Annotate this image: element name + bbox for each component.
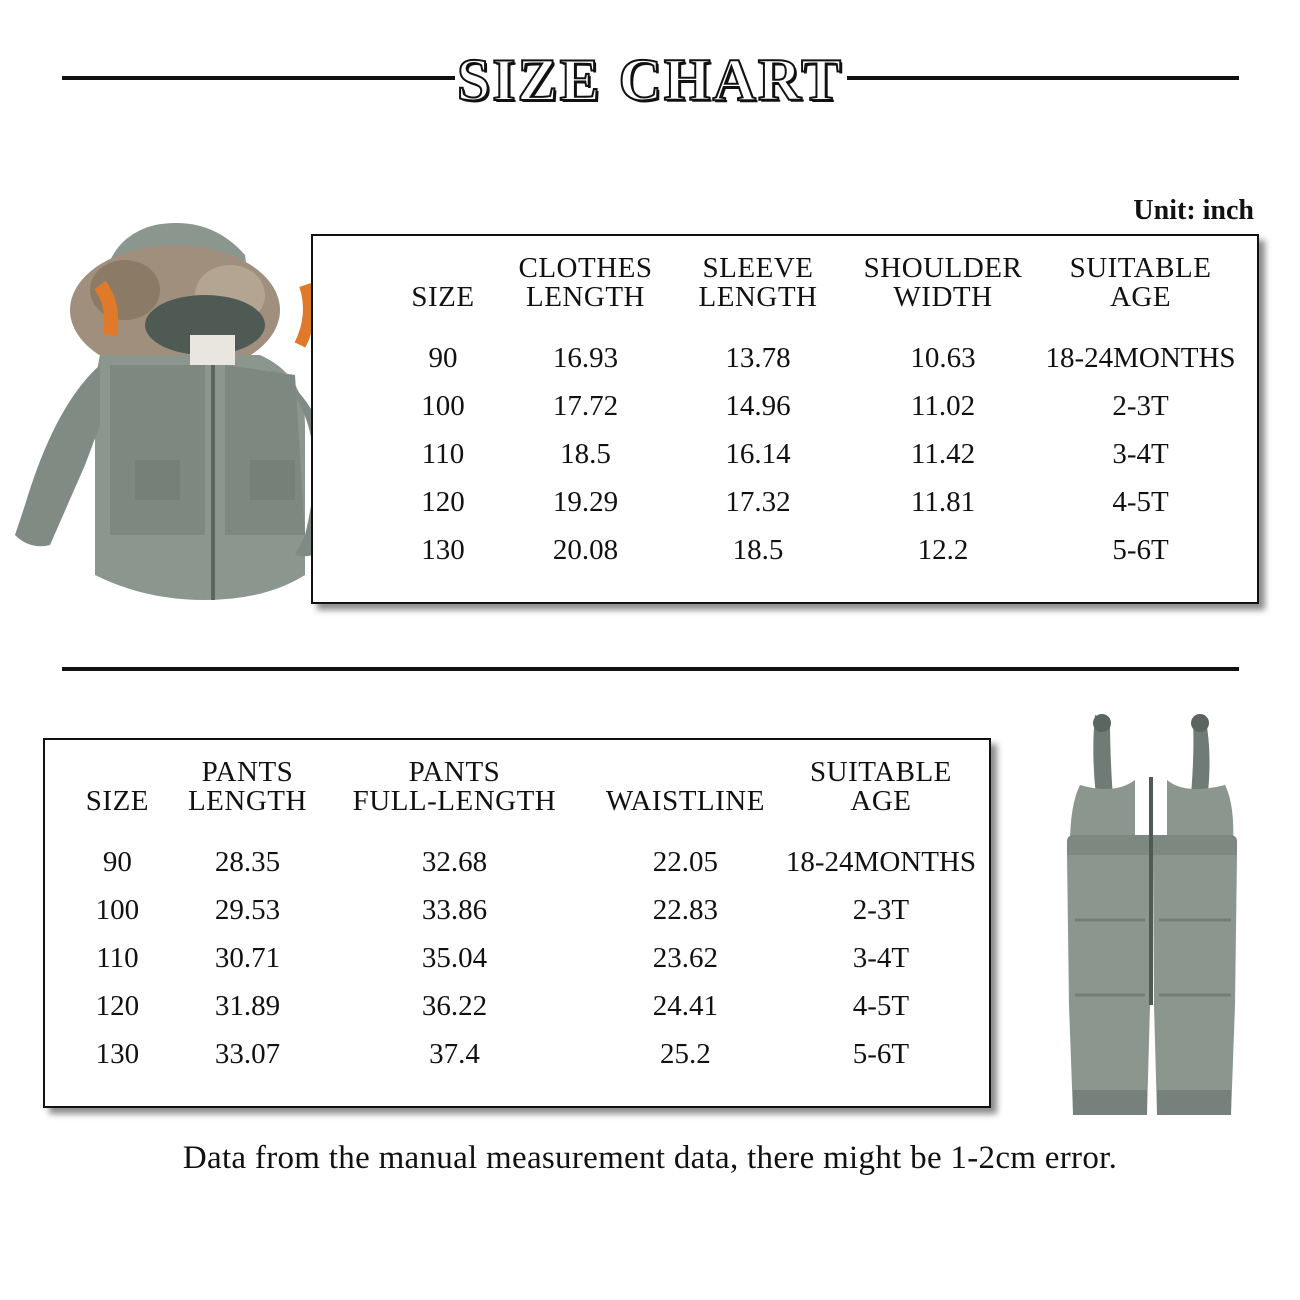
cell-shoulder-width: 11.42: [910, 438, 976, 470]
cell-clothes-length: 18.5: [560, 438, 611, 470]
cell-suitable-age: 3-4T: [1112, 438, 1169, 470]
cell-suitable-age: 4-5T: [1112, 486, 1169, 518]
cell-pants-full-length: 37.4: [429, 1038, 480, 1070]
cell-waistline: 24.41: [652, 990, 718, 1022]
cell-size: 110: [421, 438, 465, 470]
header-suitable-age: SUITABLE AGE: [810, 756, 952, 817]
cell-clothes-length: 16.93: [552, 342, 619, 374]
cell-waistline: 22.05: [652, 846, 718, 878]
cell-sleeve-length: 17.32: [725, 486, 791, 518]
cell-size: 100: [421, 390, 465, 422]
cell-sleeve-length: 16.14: [725, 438, 791, 470]
cell-pants-full-length: 35.04: [421, 942, 488, 974]
jacket-size-table: [311, 234, 1259, 604]
header-pants-length: PANTS LENGTH: [187, 756, 307, 817]
table-row: [373, 526, 1253, 574]
page-title: SIZE CHART: [456, 47, 844, 113]
cell-size: 120: [95, 990, 140, 1022]
cell-suitable-age: 5-6T: [1112, 534, 1169, 566]
title-rule-left: [62, 76, 455, 80]
table-row: [55, 886, 985, 934]
title-rule-right: [847, 76, 1239, 80]
cell-size: 130: [421, 534, 465, 566]
cell-size: 90: [428, 342, 458, 374]
cell-pants-full-length: 32.68: [421, 846, 488, 878]
table-row: [373, 334, 1253, 382]
header-size: SIZE: [85, 785, 150, 817]
cell-waistline: 25.2: [660, 1038, 711, 1070]
cell-pants-length: 28.35: [214, 846, 281, 878]
unit-label: Unit: inch: [1133, 195, 1254, 226]
cell-shoulder-width: 10.63: [910, 342, 976, 374]
header-pants-full-length: PANTS FULL-LENGTH: [352, 756, 557, 817]
cell-suitable-age: 3-4T: [852, 942, 910, 974]
cell-size: 90: [102, 846, 132, 878]
header-sleeve-length: SLEEVE LENGTH: [698, 252, 818, 313]
cell-waistline: 22.83: [652, 894, 718, 926]
table-row: [373, 430, 1253, 478]
cell-suitable-age: 18-24MONTHS: [1045, 342, 1236, 374]
section-divider: [62, 667, 1239, 671]
cell-shoulder-width: 12.2: [917, 534, 969, 566]
header-waistline: WAISTLINE: [605, 785, 765, 817]
header-suitable-age: SUITABLE AGE: [1069, 252, 1212, 313]
snow-pants-image: [1055, 705, 1255, 1125]
cell-shoulder-width: 11.81: [910, 486, 976, 518]
header-size: SIZE: [411, 281, 475, 313]
cell-suitable-age: 2-3T: [852, 894, 910, 926]
header-shoulder-width: SHOULDER WIDTH: [863, 252, 1023, 313]
cell-size: 130: [95, 1038, 140, 1070]
table-row: [55, 934, 985, 982]
cell-size: 100: [95, 894, 140, 926]
cell-sleeve-length: 13.78: [725, 342, 791, 374]
pants-size-table: [43, 738, 991, 1108]
cell-pants-full-length: 33.86: [421, 894, 488, 926]
cell-sleeve-length: 18.5: [732, 534, 784, 566]
cell-pants-length: 30.71: [214, 942, 281, 974]
cell-clothes-length: 20.08: [552, 534, 619, 566]
cell-suitable-age: 5-6T: [852, 1038, 910, 1070]
header-clothes-length: CLOTHES LENGTH: [518, 252, 653, 313]
table-row: [373, 478, 1253, 526]
cell-pants-length: 29.53: [214, 894, 281, 926]
cell-pants-length: 31.89: [214, 990, 281, 1022]
cell-suitable-age: 18-24MONTHS: [785, 846, 977, 878]
cell-suitable-age: 4-5T: [852, 990, 910, 1022]
table-row: [373, 382, 1253, 430]
table-row: [55, 1030, 985, 1078]
table-row: [55, 982, 985, 1030]
cell-sleeve-length: 14.96: [725, 390, 791, 422]
cell-size: 110: [96, 942, 139, 974]
measurement-disclaimer: Data from the manual measurement data, there might be 1-2cm error.: [182, 1140, 1118, 1176]
cell-size: 120: [421, 486, 465, 518]
cell-clothes-length: 17.72: [552, 390, 619, 422]
jacket-image: [5, 215, 325, 615]
cell-waistline: 23.62: [652, 942, 718, 974]
cell-shoulder-width: 11.02: [910, 390, 976, 422]
cell-pants-full-length: 36.22: [421, 990, 488, 1022]
cell-suitable-age: 2-3T: [1112, 390, 1169, 422]
cell-pants-length: 33.07: [214, 1038, 281, 1070]
table-row: [55, 838, 985, 886]
cell-clothes-length: 19.29: [552, 486, 619, 518]
